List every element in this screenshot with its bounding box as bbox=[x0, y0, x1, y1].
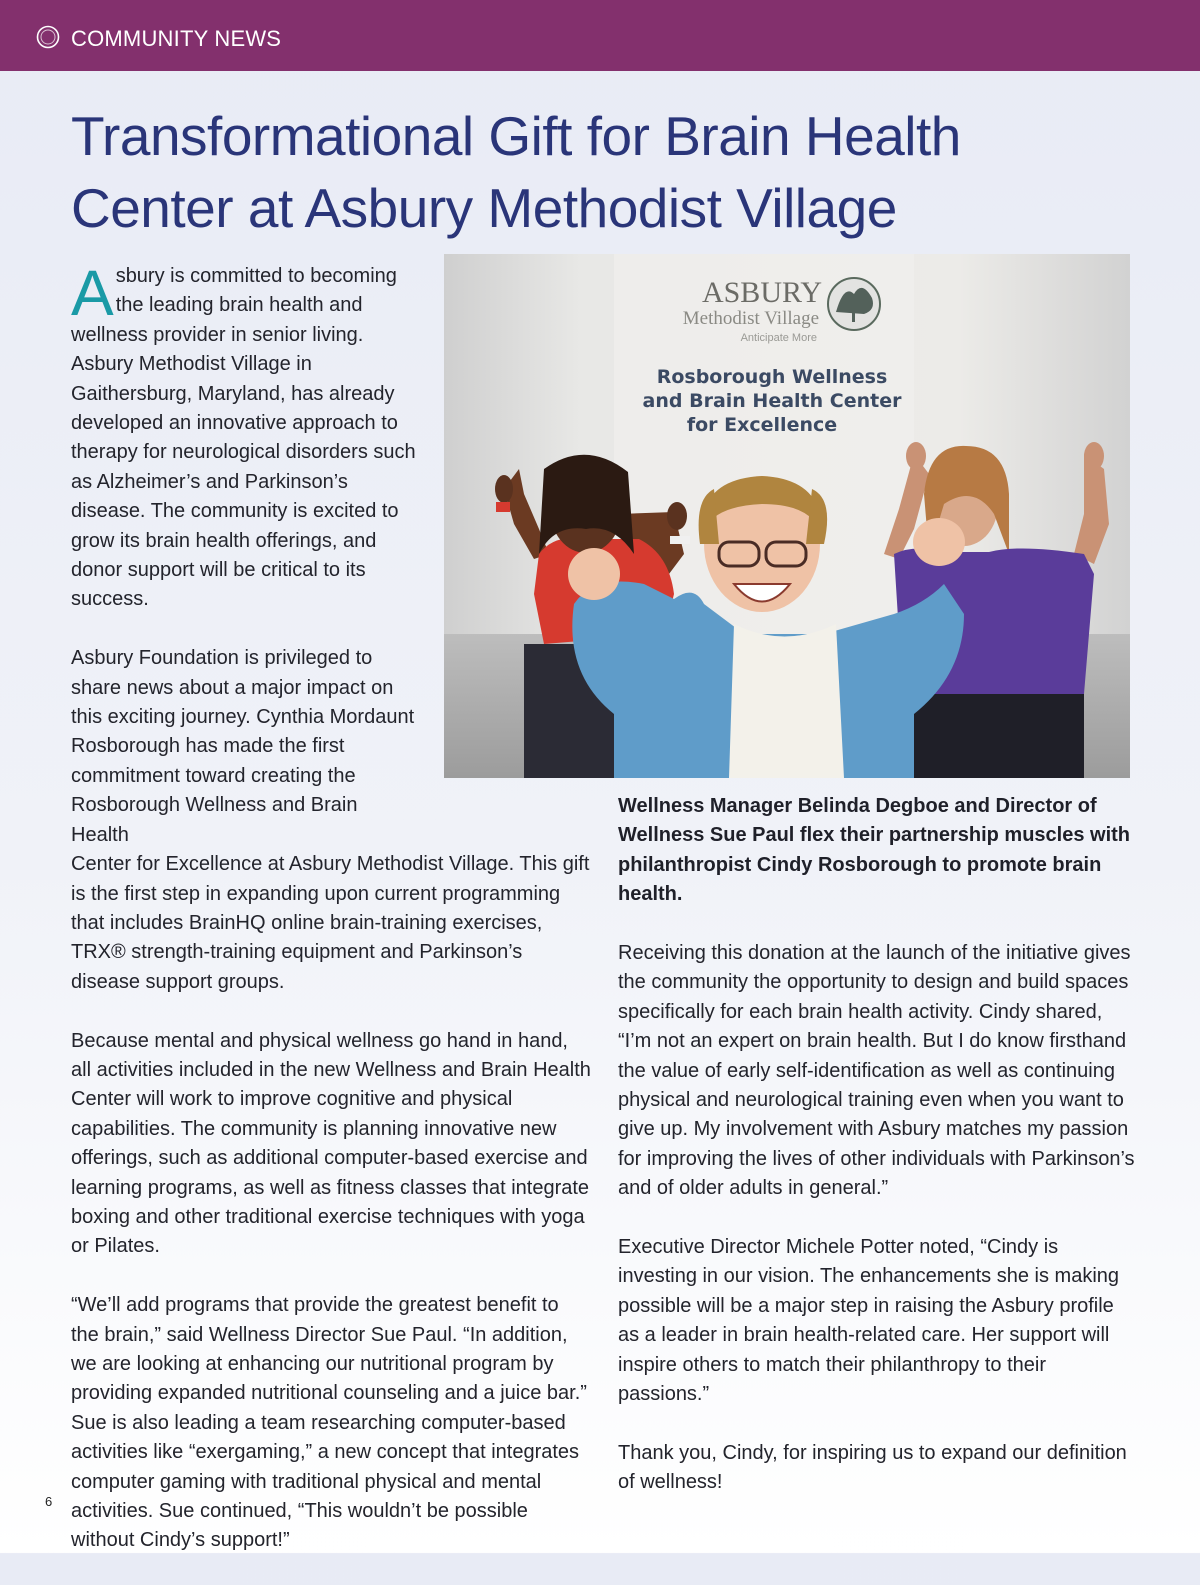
page-number: 6 bbox=[45, 1494, 53, 1509]
photo-sign-brand: ASBURY bbox=[701, 276, 822, 309]
photo-caption: Wellness Manager Belinda Degboe and Director of Wellness Sue Paul flex their partnership muscles with philanthropist Cindy Rosborough to promote brain health. bbox=[618, 795, 1131, 906]
paragraph-foundation: Asbury Foundation is privileged to share news about a major impact on this exciting journey. Cynthia Mordaunt Rosborough has made the first commitment toward creating the Rosborough Wellness and Brain Health bbox=[71, 647, 415, 846]
article-left-column bbox=[71, 257, 591, 1585]
community-logo-icon bbox=[36, 25, 60, 49]
intro-text: sbury is committed to becoming the leading brain health and wellness provider in senior living. Asbury Methodist Village in Gaithersburg, Maryland, has already developed an innovative approach to therapy for neurological disorders such as Alzheimer’s and Parkinson’s disease. The community is excited to grow its brain health offerings, and donor support will be critical to its success. bbox=[71, 265, 416, 611]
article-title: Transformational Gift for Brain Health Center at Asbury Methodist Village bbox=[71, 105, 961, 239]
paragraph-michele-potter: Executive Director Michele Potter noted, “Cindy is investing in our vision. The enhancements she is making possible will be a major step in raising the Asbury profile as a leader in brain health-related care. Her support will inspire others to match their philanthropy to their passions.” bbox=[618, 1236, 1120, 1406]
drop-cap: A bbox=[71, 257, 114, 329]
photo-sign-line1: Rosborough Wellness bbox=[656, 366, 888, 388]
photo-sign-line3: for Excellence bbox=[686, 414, 838, 436]
photo-sign-brand-sub: Methodist Village bbox=[682, 308, 819, 329]
photo-sign-tagline: Anticipate More bbox=[740, 332, 817, 344]
asbury-tree-icon bbox=[828, 278, 880, 330]
photo-sign-line2: and Brain Health Center bbox=[642, 390, 902, 412]
paragraph-wellness: Because mental and physical wellness go hand in hand, all activities included in the new Wellness and Brain Health Center will work to improve cognitive and physical capabilities. The community is planning innovative new offerings, such as additional computer-based exercise and learning programs, as well as fitness classes that integrate boxing and other traditional exercise techniques with yoga or Pilates. bbox=[71, 1029, 591, 1258]
paragraph-sue-paul: “We’ll add programs that provide the greatest benefit to the brain,” said Wellness Director Sue Paul. “In addition, we are looking at enhancing our nutritional program by providing expanded nutritional counseling and a juice bar.” Sue is also leading a team researching computer-based activities like “exergaming,” a new concept that integrates computer gaming with traditional physical and mental activities. Sue continued, “This wouldn’t be possible without Cindy’s support!” bbox=[71, 1294, 587, 1552]
paragraph-thank-you: Thank you, Cindy, for inspiring us to expand our definition of wellness! bbox=[618, 1441, 1127, 1494]
paragraph-donation: Receiving this donation at the launch of the initiative gives the community the opportunity to design and build spaces specifically for each brain health activity. Cindy shared, “I’m not an expert on brain health. But I do know firsthand the value of early self-identification as well as continuing physical and neurological training even when you want to give up. My involvement with Asbury matches my passion for improving the lives of other individuals with Parkinson’s and of older adults in general.” bbox=[618, 942, 1135, 1200]
article-right-column bbox=[618, 792, 1138, 1527]
section-header-bar bbox=[0, 0, 1200, 71]
paragraph-gift: Center for Excellence at Asbury Methodist Village. This gift is the first step in expanding upon current programming that includes BrainHQ online brain-training exercises, TRX® strength-training equipment and Parkinson’s disease support groups. bbox=[71, 853, 590, 993]
intro-paragraph bbox=[71, 257, 419, 615]
section-label: COMMUNITY NEWS bbox=[71, 26, 282, 51]
